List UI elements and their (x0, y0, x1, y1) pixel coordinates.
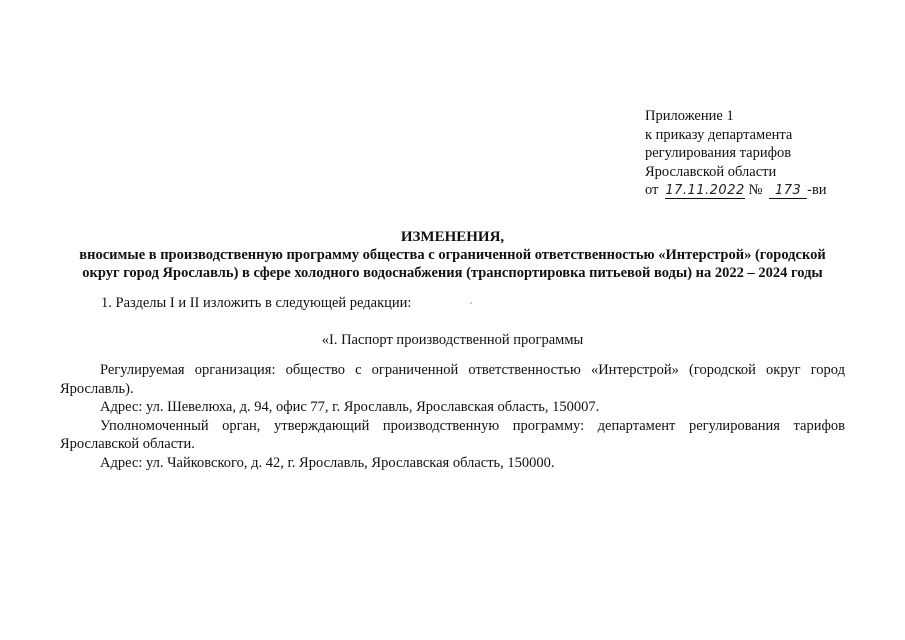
handwritten-number: 173 (769, 184, 807, 199)
from-label: от (645, 182, 659, 198)
appendix-line: к приказу департамента (645, 126, 793, 143)
appendix-date-line (645, 181, 890, 200)
body-text (60, 361, 845, 472)
paragraph: Регулируемая организация: общество с ограниченной ответственностью «Интерстрой» (городской округ город Ярославль). (60, 362, 845, 397)
title-subtitle-line: вносимые в производственную программу общества с ограниченной ответственностью «Интерстрой» (городской (79, 247, 826, 263)
section-title: «I. Паспорт производственной программы (321, 332, 584, 348)
title-main: ИЗМЕНЕНИЯ, (400, 229, 505, 245)
paragraph: Адрес: ул. Шевелюха, д. 94, офис 77, г. Ярославль, Ярославская область, 150007. (100, 399, 600, 415)
number-suffix: -ви (807, 182, 827, 198)
handwritten-date: 17.11.2022 (665, 183, 745, 198)
appendix-line: Ярославской области (645, 163, 777, 180)
point-1-text: 1. Разделы I и II изложить в следующей редакции: (101, 295, 412, 311)
paragraph: Уполномоченный орган, утверждающий производственную программу: департамент регулирования тарифов Ярославской области. (60, 417, 845, 452)
appendix-header (645, 107, 890, 200)
appendix-line: регулирования тарифов (645, 145, 792, 161)
document-title (60, 228, 845, 282)
paragraph: Адрес: ул. Чайковского, д. 42, г. Ярославль, Ярославская область, 150000. (100, 454, 555, 471)
appendix-line: Приложение 1 (645, 108, 734, 124)
number-label: № (748, 182, 763, 198)
title-subtitle-line: округ город Ярославль) в сфере холодного водоснабжения (транспортировка питьевой воды) на 2022 – 2024 годы (82, 265, 823, 281)
scan-speck (470, 302, 472, 304)
